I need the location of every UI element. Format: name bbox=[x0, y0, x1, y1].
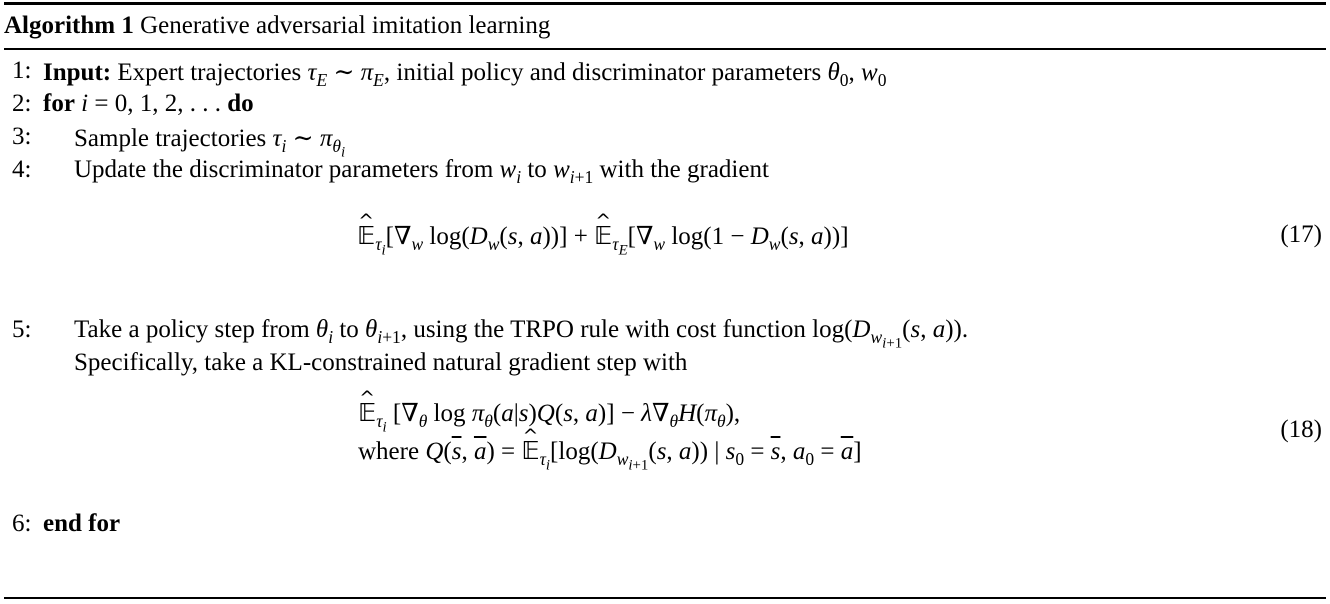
line-body bbox=[43, 510, 120, 538]
line-number: 4: bbox=[12, 156, 32, 183]
do-keyword: do bbox=[227, 90, 254, 117]
end-for-keyword: end for bbox=[43, 510, 121, 537]
line-number: 5: bbox=[12, 316, 32, 343]
algorithm-title: Generative adversarial imitation learning bbox=[140, 12, 551, 39]
line-number: 3: bbox=[12, 123, 32, 150]
equation-number-18: (18) bbox=[1280, 416, 1322, 443]
line-number: 2: bbox=[12, 90, 32, 117]
header-rule bbox=[4, 48, 1326, 50]
equation-17: ^ $𝔼_{\tau_i}[\nabla_w$ $\log(D_w(s$, a))] + ^ $𝔼_{\tau_E}[\nabla_w$ $\log(1 - D_w(s$, a))] bbox=[357, 221, 849, 251]
line-text: Take a policy step from bbox=[74, 316, 310, 343]
algorithm-label: Algorithm 1 bbox=[4, 12, 134, 39]
line-number: 6: bbox=[12, 510, 32, 537]
line-text: Update the discriminator parameters from bbox=[74, 156, 494, 183]
bottom-rule bbox=[4, 597, 1326, 599]
line-number: 1: bbox=[12, 57, 32, 84]
line-body: Update the discriminator parameters from $w_i$ to $w_{i+1}$ with the gradient bbox=[74, 156, 769, 187]
equation-number-17: (17) bbox=[1280, 221, 1322, 248]
line-text: Specifically, take a KL-constrained natural gradient step with bbox=[74, 349, 688, 376]
where-text: where bbox=[358, 438, 420, 465]
input-keyword: Input: bbox=[43, 59, 112, 86]
line-text: Sample trajectories bbox=[74, 125, 267, 152]
line-text: initial policy and discriminator parameters bbox=[396, 59, 822, 86]
equation-18-line-1: ^ 𝔼$_{\tau_i}$ [$\nabla_\theta$ $\log \pi_\theta(a|s)Q(s$, $a)] - \lambda\nabla_\theta H(\pi_\theta)$, bbox=[358, 398, 740, 428]
for-keyword: for bbox=[43, 90, 75, 117]
equation-18-line-2: where $Q(\overline{s}$, $\overline{a}$) = ^ $𝔼_{\tau_i}[\log(D_{w_{i+1}}(s$, a)) | $s_0 = \overline{s}$, $a_0 = \overline{a}$] bbox=[358, 436, 862, 466]
algorithm-line-5-continued bbox=[74, 349, 687, 377]
line-body: Sample trajectories $\tau_i$ ∼ $\pi_{\theta_i}$ bbox=[74, 125, 346, 161]
line-body: for i = 0, 1, 2, . . . do bbox=[43, 90, 254, 117]
line-body: Take a policy step from $\theta_i$ to $\theta_{i+1}$, using the TRPO rule with cost function $\log(D_{w_{i+1}}(s$, a)). bbox=[74, 316, 969, 352]
algorithm-header bbox=[4, 12, 550, 40]
line-body: Input: Expert trajectories $\tau_E$ ∼ $\pi_E$, initial policy and discriminator parameters $\theta_0$, $w_0$ bbox=[43, 59, 887, 90]
line-text: Expert trajectories bbox=[117, 59, 302, 86]
top-rule bbox=[4, 2, 1326, 5]
